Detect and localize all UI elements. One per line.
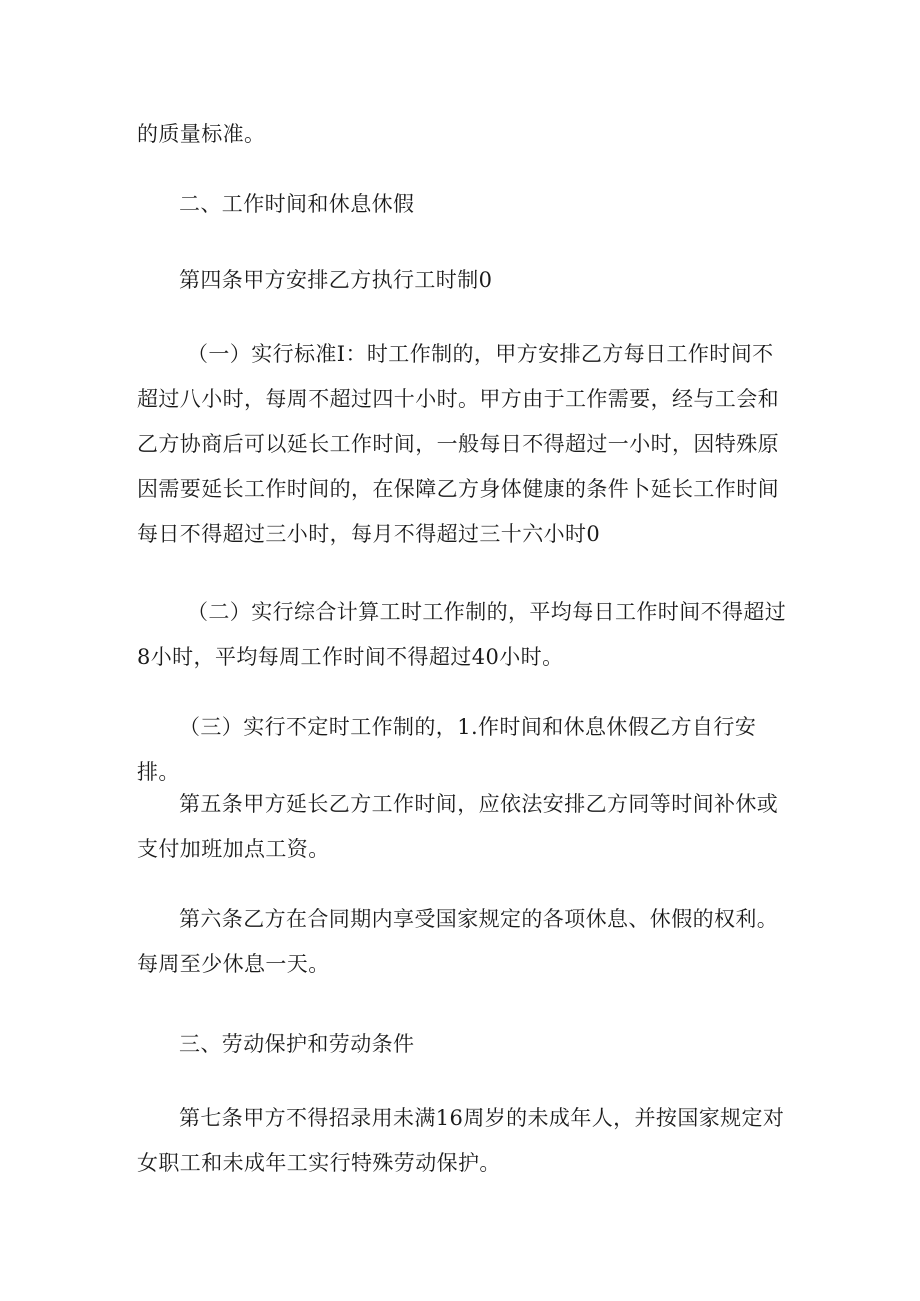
clause-flexible-hours: （三）实行不定时工作制的，1.作时间和休息休假乙方自行安排。 xyxy=(137,715,757,784)
paragraph-continuation: 的质量标准。 xyxy=(137,122,266,146)
article-5: 第五条甲方延长乙方工作时间，应依法安排乙方同等时间补休或支付加班加点工资。 xyxy=(137,792,779,861)
clause-comprehensive-hours: （二）实行综合计算工时工作制的，平均每日工作时间不得超过8小时，平均每周工作时间不得超过40小时。 xyxy=(137,600,787,669)
clause-standard-hours: （一）实行标准I：时工作制的，甲方安排乙方每日工作时间不超过八小时，每周不超过四十小时。甲方由于工作需要，经与工会和乙方协商后可以延长工作时间，一般每日不得超过一小时，因特殊原因需要延长工作时间的，在保障乙方身体健康的条件卜延长工作时间每日不得超过三小时，每月不得超过三十六小时0 xyxy=(137,342,779,546)
article-4: 第四条甲方安排乙方执行工时制0 xyxy=(179,268,493,292)
article-7: 第七条甲方不得招录用未满16周岁的未成年人，并按国家规定对女职工和未成年工实行特殊劳动保护。 xyxy=(137,1106,785,1175)
section-heading-labor-protection: 三、劳动保护和劳动条件 xyxy=(179,1032,415,1056)
article-6: 第六条乙方在合同期内享受国家规定的各项休息、休假的权利。每周至少休息一天。 xyxy=(137,907,779,976)
section-heading-work-hours: 二、工作时间和休息休假 xyxy=(179,192,415,216)
